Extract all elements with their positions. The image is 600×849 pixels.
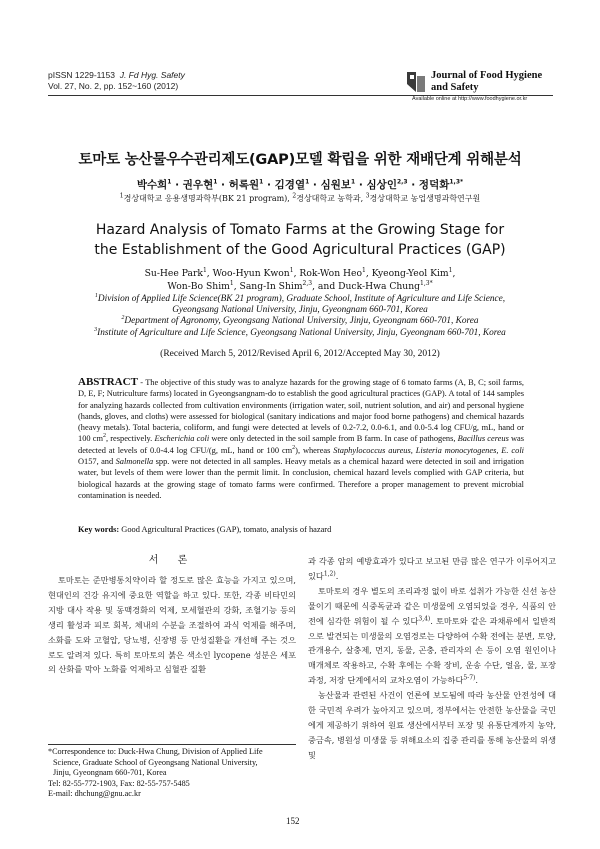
affiliation-text: 경상대학교 농업생명과학연구원 (369, 194, 481, 203)
author-name: 정덕화 (418, 179, 450, 191)
author-sup: 1 (305, 178, 310, 186)
paragraph (308, 554, 556, 584)
affiliation-sup: 2 (292, 192, 297, 200)
affiliation-text: 경상대학교 농학과, (296, 194, 366, 203)
paragraph-text: . (335, 570, 339, 581)
author-sup: 1 (351, 178, 356, 186)
author-sup: 2,3 (396, 178, 408, 186)
footnote-rule (48, 744, 296, 745)
footnote-line: Science, Graduate School of Gyeongsang National University, (53, 757, 258, 767)
affiliation-en-item (40, 294, 560, 305)
journal-name-line1: Journal of Food Hygiene (431, 70, 543, 81)
author-name: 허록원 (228, 179, 260, 191)
paragraph-text: 과 각종 암의 예방효과가 있다고 보고된 만큼 많은 연구가 이루어지고 있다 (308, 556, 556, 581)
footnote-line: E-mail: dhchung@gnu.ac.kr (48, 789, 141, 799)
author-name: Won-Bo Shim (167, 281, 230, 292)
available-online: Available online at http://www.foodhygiene.or.kr (412, 96, 528, 102)
received-dates: (Received March 5, 2012/Revised April 6, 2012/Accepted May 30, 2012) (160, 349, 440, 359)
authors-english (40, 267, 560, 293)
keywords (78, 525, 524, 534)
author-name: Rok-Won Heo (299, 268, 363, 279)
abstract-species: Bacillus cereus (457, 434, 509, 444)
keywords-text: Good Agricultural Practices (GAP), tomato, analysis of hazard (119, 525, 332, 534)
author-sup: 1 (259, 178, 264, 186)
author-sup: 1 (213, 178, 218, 186)
paragraph-text: 토마토의 경우 별도의 조리과정 없이 바로 섭취가 가능한 신선 농산물이기 때문에 식중독균과 같은 미생물에 오염되었을 경우, 식품의 안전에 심각한 위험이 될 수 있다 (308, 585, 556, 626)
section-title: 서 론 (148, 555, 196, 566)
keywords-label: Key words: (78, 525, 120, 534)
title-english-line1: Hazard Analysis of Tomato Farms at the Growing Stage for (95, 222, 505, 238)
author-sep: · (355, 179, 367, 191)
abstract-label: ABSTRACT (78, 376, 138, 388)
paragraph (308, 584, 556, 688)
author-sup: 1 (167, 178, 172, 186)
author-sep: , (452, 268, 456, 279)
citation-ref: 3,4) (418, 614, 431, 622)
abstract-text: , respectively. (105, 434, 155, 444)
title-korean: 토마토 농산물우수관리제도(GAP)모델 확립을 위한 재배단계 위해분석 (78, 152, 522, 168)
paragraph: 토마토는 준만병통치약이라 할 정도로 많은 효능을 가지고 있으며, 현대인의 건강 유지에 중요한 역할을 하고 있다. 또한, 각종 비타민의 지방 대사 작용 및 동맥경화의 억제, 모세혈관의 강화, 조혈기능 등의 생리 활성과 피로 회복, 체내의 수분을 조절하여 과식 억제를 해주며, 소화를 도와 고혈압, 당뇨병, 신장병 등 만성질환을 개선해 주는 것으로도 알려져 있다. 특히 토마토의 붉은 색소인 lycopene 성분은 세포의 산화를 막아 노화를 억제하고 심혈관 질환 (48, 575, 296, 675)
page-number: 152 (286, 816, 300, 826)
author-sup: 1,3* (449, 178, 464, 186)
affiliation-sup: 3 (94, 326, 98, 333)
abstract-text: were only detected in the soil sample from B farm. In case of pathogens, (209, 434, 458, 444)
paragraph-text: . 토마토와 같은 과채류에서 일반적으로 발견되는 미생물의 오염경로는 다양하여 수확 전에는 분변, 토양, 관개용수, 살충제, 먼지, 동물, 곤충, 관리자의 손 등이 오염 원인이나 매개체로 작용하고, 수확 후에는 수확 장비, 운송 수단, 얼음, 물, 포장 과정, 저장 단계에서의 교차오염이 가능하다 (308, 615, 556, 686)
author-name: Su-Hee Park (144, 268, 203, 279)
author-name: Kyeong-Yeol Kim (371, 268, 449, 279)
abstract (78, 377, 524, 501)
abstract-text: O157, and (78, 457, 116, 467)
title-english-line2: the Establishment of the Good Agricultural Practices (GAP) (94, 242, 506, 258)
footnote-line: *Correspondence to: Duck-Hwa Chung, Division of Applied Life (48, 747, 263, 756)
author-sup: 1 (362, 266, 366, 274)
author-sup: 1 (289, 266, 294, 274)
affiliations-english (40, 294, 560, 339)
author-sep: · (309, 179, 321, 191)
authors-korean (40, 177, 560, 192)
author-name: 김경열 (274, 179, 306, 191)
paragraph-text: . (475, 675, 479, 686)
author-name: Woo-Hyun Kwon (212, 268, 290, 279)
citation-ref: 5-7) (463, 674, 476, 682)
author-name: Duck-Hwa Chung (338, 281, 421, 292)
author-sup: 1 (202, 266, 207, 274)
abstract-text: ), whereas (295, 445, 334, 455)
issn: pISSN 1229-1153 (48, 70, 115, 80)
author-name: 권우현 (182, 179, 214, 191)
affiliation-sup: 3 (365, 192, 370, 200)
affiliation-text: Institute of Agriculture and Life Science, Gyeongsang National University, Jinju, Gyeongnam 660-701, Korea (97, 327, 506, 338)
footnote-line: Jinju, Gyeongnam 660-701, Korea (53, 768, 167, 778)
author-sep: , (365, 268, 372, 279)
author-sep: · (407, 179, 419, 191)
author-sup: 1,3* (420, 279, 433, 287)
abstract-text: spp. were not detected in all samples. Heavy metals as a chemical hazard were detected in soil and irrigation water, but levels of them were lower than the permit limit. In conclusion, chemical hazard levels complied with GAP criteria, but biological hazards at the growing stage of tomato farms were confirmed. Therefore a proper management to prevent microbial contamination is needed. (78, 457, 524, 500)
affiliation-en-item (40, 328, 560, 339)
author-sep: , and (312, 281, 339, 292)
author-sup: 1 (448, 266, 453, 274)
volume-info: Vol. 27, No. 2, pp. 152~160 (2012) (48, 81, 179, 91)
author-name: 박수희 (136, 179, 168, 191)
affiliation-text: Department of Agronomy, Gyeongsang National University, Jinju, Gyeongnam 660-701, Korea (124, 316, 479, 327)
affiliation-text: Division of Applied Life Science(BK 21 program), Graduate School, Institute of Agriculture and Life Science, (97, 294, 506, 304)
abstract-species: Salmonella (115, 457, 154, 467)
body-column-right (308, 554, 556, 763)
body-column-left (48, 573, 296, 677)
author-sep: · (217, 179, 229, 191)
journal-name (431, 70, 542, 94)
journal-citation (48, 70, 185, 92)
author-sep: , (206, 268, 213, 279)
affiliation-sup: 1 (119, 192, 124, 200)
author-sep: , (293, 268, 300, 279)
journal-abbrev: J. Fd Hyg. Safety (119, 70, 185, 80)
abstract-sup: 2 (102, 433, 106, 440)
abstract-text: - The objective of this study was to analyze hazards for the growing stage of 6 tomato farms (A, B, C; soil farms, D, E, F; Nutriculture farms) located in Gyeongsangnam-do to establish the good agricultural practices (GAP). A total of 144 samples for analyzing hazards collected from cultivation environments (irrigation water, soil, nutrient solution, and air) and personal hygiene (hands, gloves, and cloths) were assessed for biological (sanitary indications and major food borne pathogens) and chemical hazards (heavy metals). Total bacteria, coliform, and fungi were detected at levels of 0.2-7.2, 0.0-6.1, and 0.0-5.4 log CFU/g, mL, hand or 100 cm (78, 378, 524, 444)
author-sup: 1 (229, 279, 234, 287)
paragraph: 농산물과 관련된 사건이 언론에 보도됨에 따라 농산물 안전성에 대한 국민적 우려가 높아지고 있으며, 정부에서는 안전한 농산물을 국민에게 제공하기 위하여 원료 생산에서부터 포장 및 유통단계까지 농약, 중금속, 병원성 미생물 등 위해요소의 집중 관리를 통해 농산물의 위생 및 (308, 690, 556, 760)
affiliation-text: Gyeongsang National University, Jinju, Gyeongnam 660-701, Korea (172, 305, 428, 316)
affiliation-en-item (40, 316, 560, 327)
author-sep: , (233, 281, 240, 292)
abstract-sup: 2 (292, 444, 296, 451)
title-english (40, 220, 560, 260)
affiliation-sup: 1 (94, 292, 98, 299)
author-sep: · (171, 179, 183, 191)
journal-logo (405, 70, 427, 94)
affiliation-korean (40, 193, 560, 204)
author-sup: 2,3 (302, 279, 313, 287)
abstract-text: was detected at levels of 0.0-4.4 log CFU/(g, mL, hand or 100 cm (78, 434, 525, 455)
abstract-species: Escherichia coli (154, 434, 210, 444)
correspondence-footnote (48, 747, 298, 800)
affiliation-sup: 2 (121, 315, 125, 322)
journal-name-line2: and Safety (431, 82, 479, 93)
author-name: Sang-In Shim (239, 281, 303, 292)
footnote-line: Tel: 82-55-772-1903, Fax: 82-55-757-5485 (48, 778, 190, 788)
author-sep: · (263, 179, 275, 191)
citation-ref: 1,2) (323, 570, 336, 578)
affiliation-text: 경상대학교 응용생명과학부(BK 21 program), (123, 194, 293, 203)
abstract-species: Staphylococcus aureus, Listeria monocytogenes, E. coli (333, 445, 524, 455)
author-name: 심상인 (366, 179, 397, 191)
author-name: 심원보 (320, 179, 352, 191)
